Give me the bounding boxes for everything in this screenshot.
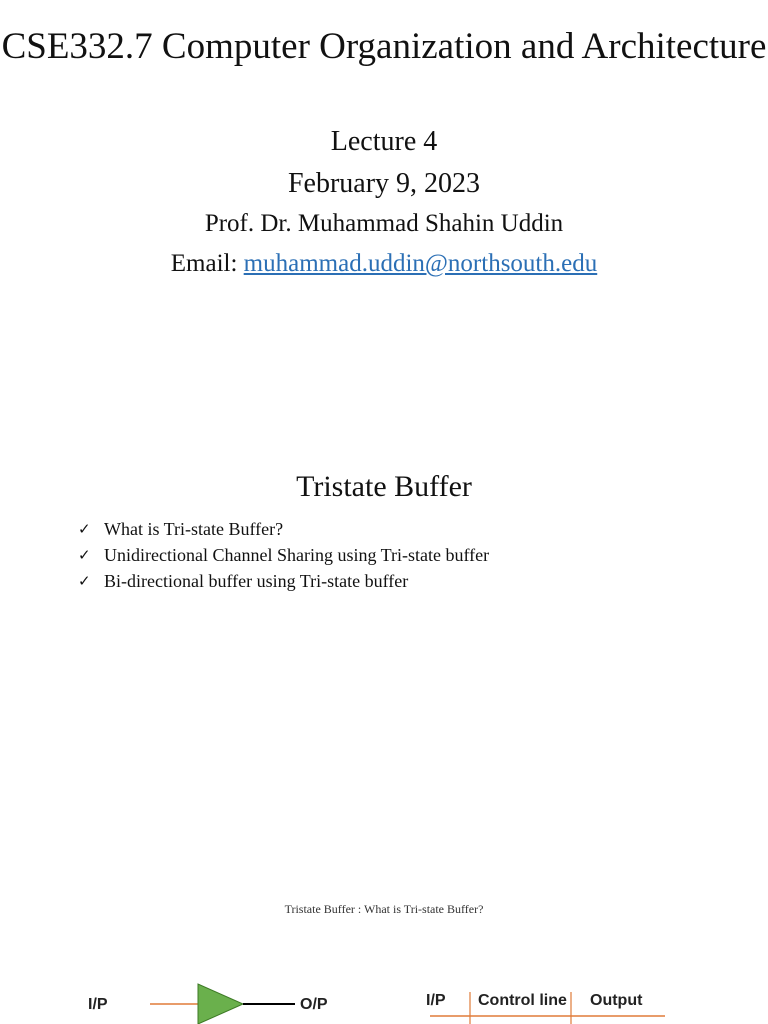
list-item-text: What is Tri-state Buffer? — [104, 519, 284, 539]
professor-name: Prof. Dr. Muhammad Shahin Uddin — [204, 210, 564, 237]
check-icon: ✓ — [78, 572, 91, 590]
lecture-number: Lecture 4 — [330, 126, 438, 157]
table-header-output: Output — [590, 992, 643, 1009]
email-label: Email: — [170, 250, 244, 277]
list-item-text: Unidirectional Channel Sharing using Tri-state buffer — [104, 545, 490, 565]
course-title: CSE332.7 Computer Organization and Architecture — [1, 26, 767, 67]
email-line — [0, 250, 768, 278]
output-label: O/P — [300, 996, 328, 1013]
topic-list — [78, 516, 489, 594]
lecture-date: February 9, 2023 — [287, 168, 481, 199]
email-link[interactable]: muhammad.uddin@northsouth.edu — [243, 250, 598, 277]
table-header-control: Control line — [478, 992, 567, 1009]
list-item — [78, 542, 489, 568]
truth-table-lines — [420, 988, 670, 1024]
section-title: Tristate Buffer — [296, 470, 472, 503]
table-header-input: I/P — [426, 992, 446, 1009]
check-icon: ✓ — [78, 520, 91, 538]
buffer-triangle-icon — [198, 984, 243, 1024]
list-item — [78, 568, 489, 594]
list-item — [78, 516, 489, 542]
buffer-diagram — [150, 980, 300, 1024]
check-icon: ✓ — [78, 546, 91, 564]
footer-caption: Tristate Buffer : What is Tri-state Buffer? — [284, 902, 484, 916]
list-item-text: Bi-directional buffer using Tri-state buffer — [104, 571, 409, 591]
input-label: I/P — [88, 996, 108, 1013]
